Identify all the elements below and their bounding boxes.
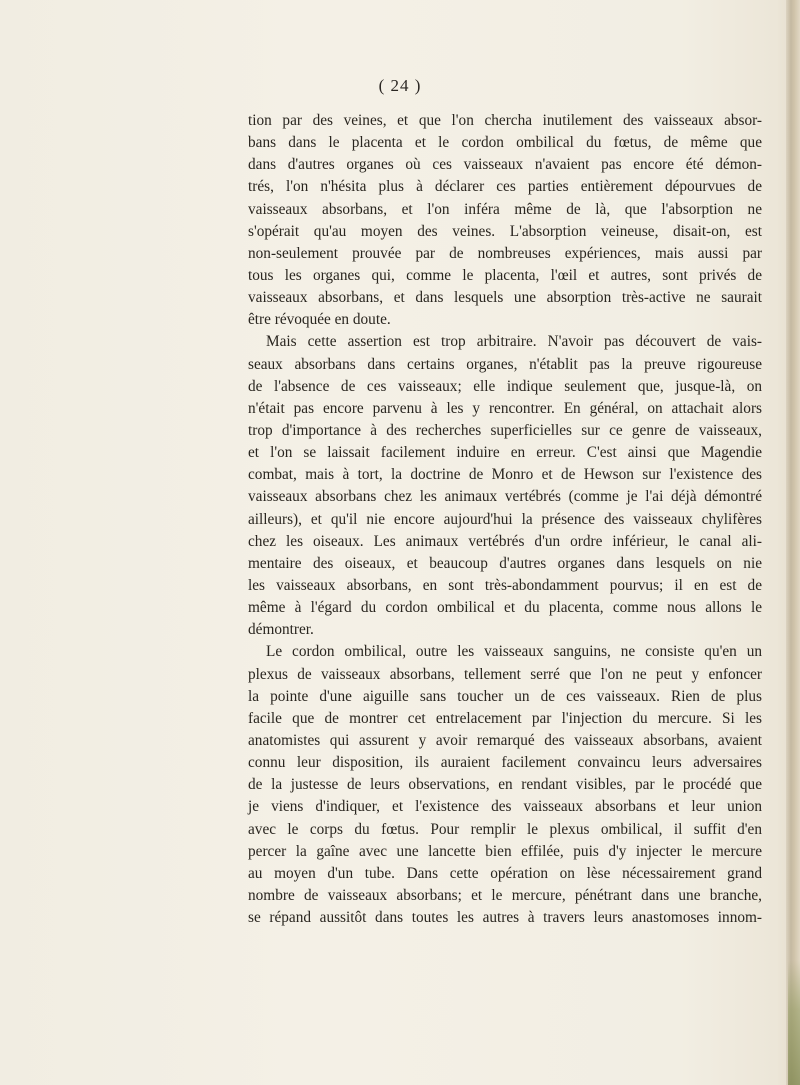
page-edge-stain <box>788 960 800 1085</box>
text-line: Mais cette assertion est trop arbitraire. N'avoir pas découvert de vais- <box>266 333 762 351</box>
text-line: combat, mais à tort, la doctrine de Monro et de Hewson sur l'existence des <box>248 466 762 484</box>
text-line: nombre de vaisseaux absorbans; et le mercure, pénétrant dans une branche, <box>248 886 762 904</box>
text-line: bans dans le placenta et le cordon ombilical du fœtus, de même que <box>248 134 762 152</box>
text-line: connu leur disposition, ils auraient facilement convaincu leurs adversaires <box>248 754 762 772</box>
page-number: ( 24 ) <box>378 76 422 95</box>
text-line: Le cordon ombilical, outre les vaisseaux sanguins, ne consiste qu'en un <box>266 643 762 661</box>
text-line: de la justesse de leurs observations, en rendant visibles, par le procédé que <box>248 776 762 794</box>
text-line: ailleurs), et qu'il nie encore aujourd'hui la présence des vaisseaux chylifères <box>248 510 762 528</box>
page-edge <box>786 0 800 1085</box>
text-line: trop d'importance à des recherches superficielles sur ce genre de vaisseaux, <box>248 421 762 439</box>
text-line: s'opérait qu'au moyen des veines. L'absorption veineuse, disait-on, est <box>248 222 762 240</box>
text-line: les vaisseaux absorbans, en sont très-abondamment pourvus; il en est de <box>248 576 762 594</box>
text-line: mentaire des oiseaux, et beaucoup d'autres organes dans lesquels on nie <box>248 554 762 572</box>
text-line: se répand aussitôt dans toutes les autres à travers leurs anastomoses innom- <box>248 909 762 927</box>
text-line: trés, l'on n'hésita plus à déclarer ces parties entièrement dépourvues de <box>248 178 762 196</box>
text-line: et l'on se laissait facilement induire en erreur. C'est ainsi que Magendie <box>248 444 762 462</box>
text-line: vaisseaux absorbans, et dans lesquels une absorption très-active ne saurait <box>248 289 762 307</box>
text-line: plexus de vaisseaux absorbans, tellement serré que l'on ne peut y enfoncer <box>248 665 762 683</box>
text-line: vaisseaux absorbans chez les animaux vertébrés (comme je l'ai déjà démontré <box>248 488 762 506</box>
text-line: facile que de montrer cet entrelacement par l'injection du mercure. Si les <box>248 709 762 727</box>
text-line: chez les oiseaux. Les animaux vertébrés d'un ordre inférieur, le canal ali- <box>248 532 762 550</box>
text-line: tion par des veines, et que l'on chercha inutilement des vaisseaux absor- <box>248 112 762 129</box>
text-line: même à l'égard du cordon ombilical et du placenta, comme nous allons le <box>248 599 762 617</box>
text-line: avec le corps du fœtus. Pour remplir le plexus ombilical, il suffit d'en <box>248 820 762 838</box>
text-line: vaisseaux absorbans, et l'on inféra même de là, que l'absorption ne <box>248 200 762 218</box>
body-text <box>248 110 762 929</box>
text-line: tous les organes qui, comme le placenta, l'œil et autres, sont privés de <box>248 266 762 284</box>
text-line: être révoquée en doute. <box>248 311 391 329</box>
text-line: dans d'autres organes où ces vaisseaux n'avaient pas encore été démon- <box>248 156 762 174</box>
text-line: seaux absorbans dans certains organes, n'établit pas la preuve rigoureuse <box>248 355 762 373</box>
text-line: démontrer. <box>248 621 314 639</box>
text-line: de l'absence de ces vaisseaux; elle indique seulement que, jusque-là, on <box>248 377 762 395</box>
text-line: au moyen d'un tube. Dans cette opération on lèse nécessairement grand <box>248 864 762 882</box>
text-line: anatomistes qui assurent y avoir remarqué des vaisseaux absorbans, avaient <box>248 731 762 749</box>
text-line: non-seulement prouvée par de nombreuses expériences, mais aussi par <box>248 244 762 262</box>
text-line: percer la gaîne avec une lancette bien effilée, puis d'y injecter le mercure <box>248 842 762 860</box>
text-line: je viens d'indiquer, et l'existence des vaisseaux absorbans et leur union <box>248 798 762 816</box>
text-line: n'était pas encore parvenu à les y rencontrer. En général, on attachait alors <box>248 399 762 417</box>
text-line: la pointe d'une aiguille sans toucher un de ces vaisseaux. Rien de plus <box>248 687 762 705</box>
